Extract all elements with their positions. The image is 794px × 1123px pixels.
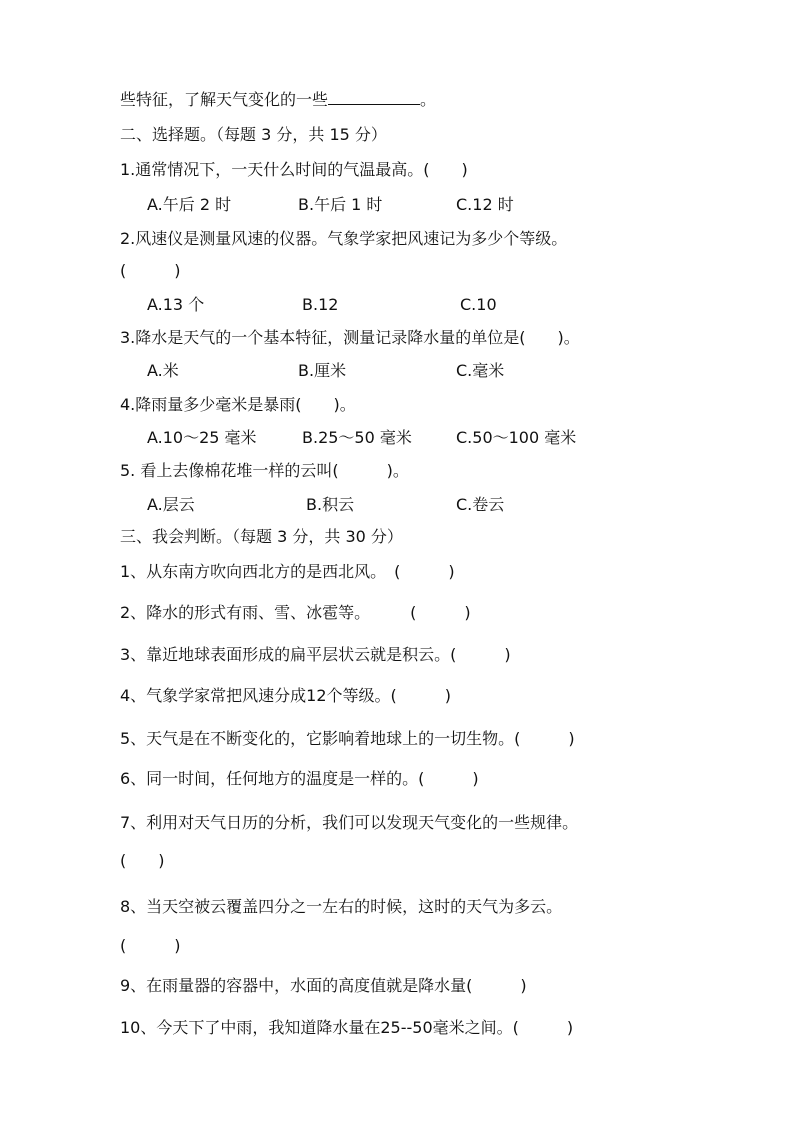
- section3-title: 三、我会判断。（每题 3 分，共 30 分）: [120, 527, 403, 546]
- q1-option-b: B.午后 1 时: [298, 195, 383, 214]
- q1-option-a: A.午后 2 时: [147, 195, 232, 214]
- intro-text: 些特征，了解天气变化的一些: [120, 90, 329, 109]
- judgment-7: 7、利用对天气日历的分析，我们可以发现天气变化的一些规律。: [120, 813, 579, 832]
- judgment-5: 5、天气是在不断变化的，它影响着地球上的一切生物。( ): [120, 729, 575, 748]
- question-3: 3.降水是天气的一个基本特征，测量记录降水量的单位是( )。: [120, 328, 580, 347]
- judgment-2: 2、降水的形式有雨、雪、冰雹等。 ( ): [120, 603, 471, 622]
- q5-option-c: C.卷云: [456, 495, 505, 514]
- section2-title: 二、选择题。（每题 3 分，共 15 分）: [120, 125, 387, 144]
- question-5: 5. 看上去像棉花堆一样的云叫( )。: [120, 461, 409, 480]
- judgment-9: 9、在雨量器的容器中，水面的高度值就是降水量( ): [120, 976, 527, 995]
- q3-option-c: C.毫米: [456, 361, 505, 380]
- judgment-8-bracket: ( ): [120, 936, 181, 955]
- answer-blank[interactable]: [328, 88, 420, 105]
- judgment-1: 1、从东南方吹向西北方的是西北风。 ( ): [120, 562, 455, 581]
- question-2-bracket: ( ): [120, 261, 181, 280]
- judgment-3: 3、靠近地球表面形成的扁平层状云就是积云。( ): [120, 645, 511, 664]
- question-4: 4.降雨量多少毫米是暴雨( )。: [120, 395, 356, 414]
- q4-option-c: C.50～100 毫米: [456, 428, 577, 447]
- q2-option-b: B.12: [302, 295, 339, 314]
- judgment-4: 4、气象学家常把风速分成12个等级。( ): [120, 686, 452, 705]
- q5-option-b: B.积云: [306, 495, 355, 514]
- q3-option-b: B.厘米: [298, 361, 347, 380]
- judgment-6: 6、同一时间，任何地方的温度是一样的。( ): [120, 769, 479, 788]
- q4-option-a: A.10～25 毫米: [147, 428, 257, 447]
- question-2: 2.风速仪是测量风速的仪器。气象学家把风速记为多少个等级。: [120, 229, 568, 248]
- q3-option-a: A.米: [147, 361, 179, 380]
- q2-option-a: A.13 个: [147, 295, 205, 314]
- judgment-8: 8、当天空被云覆盖四分之一左右的时候，这时的天气为多云。: [120, 897, 563, 916]
- question-1: 1.通常情况下，一天什么时间的气温最高。( ): [120, 160, 468, 179]
- q2-option-c: C.10: [460, 295, 497, 314]
- judgment-7-bracket: ( ): [120, 851, 165, 870]
- q4-option-b: B.25～50 毫米: [302, 428, 412, 447]
- q1-option-c: C.12 时: [456, 195, 514, 214]
- intro-line: [120, 88, 436, 111]
- judgment-10: 10、今天下了中雨，我知道降水量在25--50毫米之间。( ): [120, 1018, 574, 1037]
- intro-end: 。: [420, 90, 437, 109]
- q5-option-a: A.层云: [147, 495, 195, 514]
